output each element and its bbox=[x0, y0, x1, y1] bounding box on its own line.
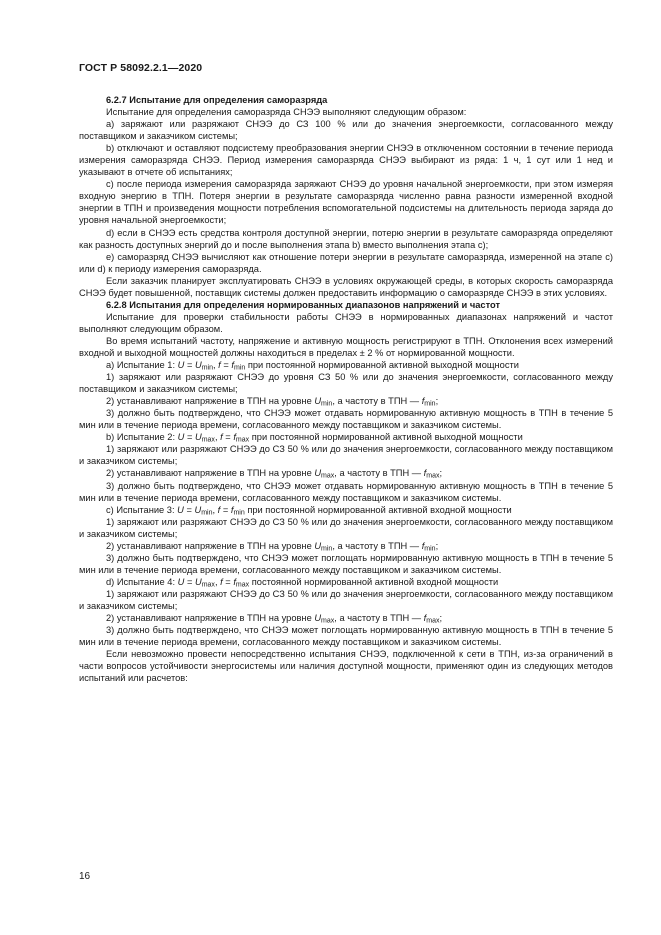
test-4-step-3: 3) должно быть подтверждено, что СНЭЭ может поглощать нормированную активную мощность в ТПН в течение 5 мин или в течение периода времени, согласованного между поставщиком и заказчиком системы. bbox=[79, 625, 613, 648]
test-3-step-1: 1) заряжают или разряжают СНЭЭ до СЗ 50 % или до значения энергоемкости, согласованного между поставщиком и заказчиком системы; bbox=[79, 516, 613, 539]
paragraph: Испытание для проверки стабильности работы СНЭЭ в нормированных диапазонах напряжений и частот выполняют следующим образом. bbox=[79, 311, 613, 334]
test-3-heading: c) Испытание 3: $U = U_{min}$, $f = f_{min}$ при постоянной нормированной активной входной мощности bbox=[106, 504, 512, 517]
test-4-step-1: 1) заряжают или разряжают СНЭЭ до СЗ 50 % или до значения энергоемкости, согласованного между поставщиком и заказчиком системы; bbox=[79, 588, 613, 611]
section-heading-6-2-8: 6.2.8 Испытания для определения нормированных диапазонов напряжений и частот bbox=[106, 299, 501, 310]
list-item-a: a) заряжают или разряжают СНЭЭ до СЗ 100 % или до значения энергоемкости, согласованного между поставщиком и заказчиком системы; bbox=[79, 119, 613, 142]
test-2-heading: b) Испытание 2: $U = U_{max}$, $f = f_{max}$ при постоянной нормированной активной выходной мощности bbox=[106, 432, 523, 444]
test-3-step-2: 2) устанавливают напряжение в ТПН на уровне $U_{min}$, а частоту в ТПН — $f_{min}$; bbox=[106, 540, 439, 553]
paragraph: Испытание для определения саморазряда СНЭЭ выполняют следующим образом: bbox=[106, 107, 467, 118]
test-1-heading: a) Испытание 1: $U = U_{min}$, $f = f_{min}$ при постоянной нормированной активной выходной мощности bbox=[106, 360, 519, 372]
test-4-step-2: 2) устанавливают напряжение в ТПН на уровне $U_{max}$, а частоту в ТПН — $f_{max}$; bbox=[106, 613, 443, 625]
list-item-b: b) отключают и оставляют подсистему преобразования энергии СНЭЭ в отключенном состоянии в течение периода измерения саморазряда СНЭЭ. Период измерения саморазряда СНЭЭ выбирают из ряда: 1 ч, 1 сут или 1 нед и указывают в отчете об испытаниях; bbox=[79, 143, 613, 178]
test-2-step-3: 3) должно быть подтверждено, что СНЭЭ может отдавать нормированную активную мощность в ТПН в течение 5 мин или в течение периода времени, согласованного между поставщиком и заказчиком системы. bbox=[79, 480, 613, 503]
standard-designation: ГОСТ Р 58092.2.1—2020 bbox=[79, 62, 203, 74]
test-4-heading: d) Испытание 4: $U = U_{max}$, $f = f_{max}$ постоянной нормированной активной входной мощности bbox=[106, 576, 499, 589]
page-number: 16 bbox=[79, 871, 91, 882]
list-item-e: e) саморазряд СНЭЭ вычисляют как отношение потери энергии в результате саморазряда, измеренной на этапе c) или d) к периоду измерения саморазряда. bbox=[79, 251, 613, 274]
paragraph-final: Если невозможно провести непосредственно испытания СНЭЭ, подключенной к сети в ТПН, из-за ограничений в части вопросов устойчивости энергосистемы или наличия доступной мощности, применяют один из следующих методов испытаний или расчетов: bbox=[79, 649, 613, 684]
paragraph: Во время испытаний частоту, напряжение и активную мощность регистрируют в ТПН. Отклонения всех измерений входной и выходной мощностей должны находиться в пределах ± 2 % от нормированной мощности. bbox=[79, 335, 613, 358]
test-1-step-3: 3) должно быть подтверждено, что СНЭЭ может отдавать нормированную активную мощность в ТПН в течение 5 мин или в течение периода времени, согласованного между поставщиком и заказчиком системы. bbox=[79, 408, 613, 431]
test-3-step-3: 3) должно быть подтверждено, что СНЭЭ может поглощать нормированную активную мощность в ТПН в течение 5 мин или в течение периода времени, согласованного между поставщиком и заказчиком системы. bbox=[79, 552, 613, 575]
list-item-c: c) после периода измерения саморазряда заряжают СНЭЭ до уровня начальной энергоемкости, при этом измеряя входную энергию в ТПН. Потеря энергии в результате саморазряда численно равна разности измеренной входной энергии в ТПН и произведения мощности потребления вспомогательной подсистемы на длительность периода заряда до уровня начальной энергоемкости; bbox=[79, 179, 613, 226]
page-body bbox=[79, 94, 613, 684]
test-1-step-2: 2) устанавливают напряжение в ТПН на уровне $U_{min}$, а частоту в ТПН — $f_{min}$; bbox=[106, 396, 439, 408]
section-heading-6-2-7: 6.2.7 Испытание для определения саморазряда bbox=[106, 95, 328, 105]
paragraph: Если заказчик планирует эксплуатировать СНЭЭ в условиях окружающей среды, в которых скорость саморазряда СНЭЭ будет повышенной, поставщик системы должен предоставить информацию о саморазряде СНЭЭ в этих условиях. bbox=[79, 275, 613, 298]
test-2-step-2: 2) устанавливают напряжение в ТПН на уровне $U_{max}$, а частоту в ТПН — $f_{max}$; bbox=[106, 468, 443, 480]
test-1-step-1: 1) заряжают или разряжают СНЭЭ до уровня СЗ 50 % или до значения энергоемкости, согласованного между поставщиком и заказчиком системы; bbox=[79, 372, 613, 395]
test-2-step-1: 1) заряжают или разряжают СНЭЭ до СЗ 50 % или до значения энергоемкости, согласованного между поставщиком и заказчиком системы; bbox=[79, 444, 613, 467]
list-item-d: d) если в СНЭЭ есть средства контроля доступной энергии, потерю энергии в результате саморазряда определяют как разность доступных энергий до и после выполнения этапа b) вместо выполнения этапа c); bbox=[79, 227, 613, 250]
